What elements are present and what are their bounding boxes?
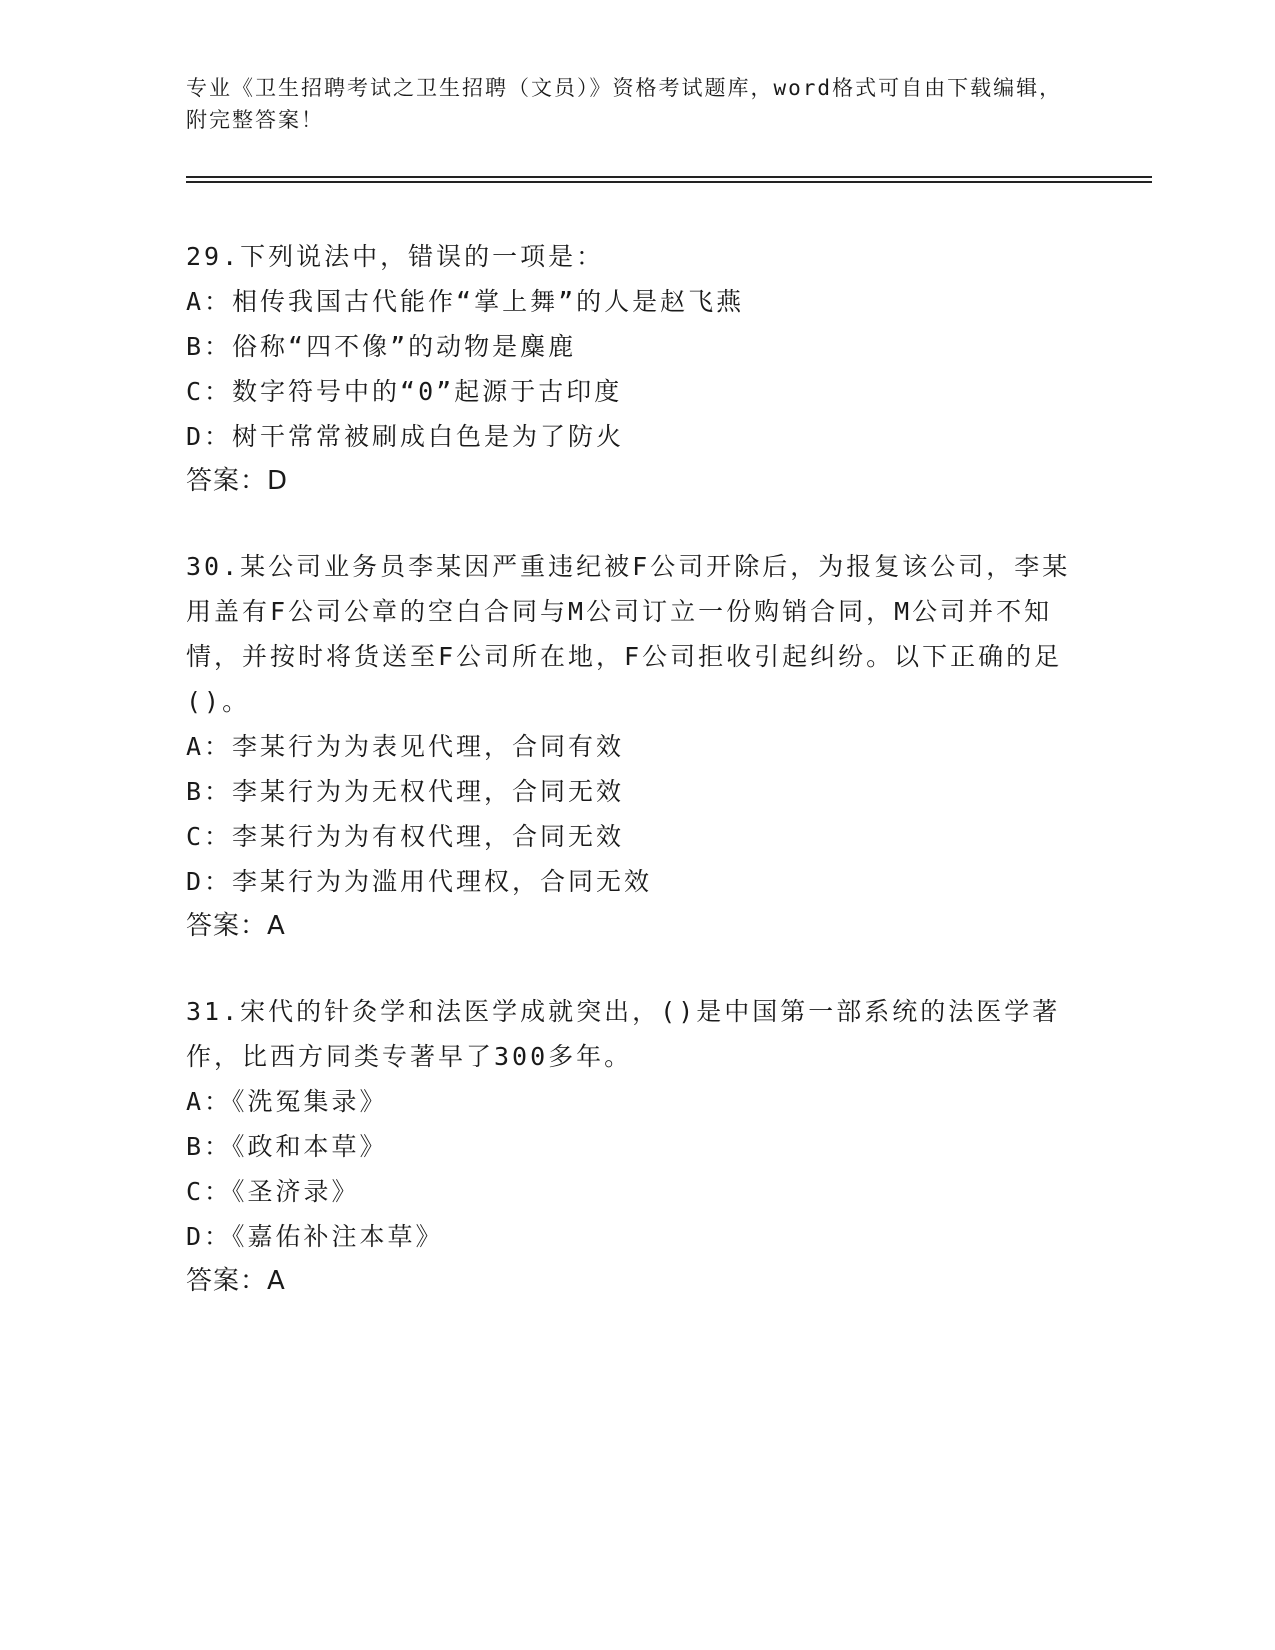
question-stem: 29.下列说法中，错误的一项是：: [186, 242, 605, 271]
header-divider-top: [186, 176, 1152, 178]
question-list: [186, 234, 1086, 1344]
option-c: C：李某行为为有权代理，合同无效: [186, 822, 625, 851]
option-b: B：《政和本草》: [186, 1132, 388, 1161]
option-a: A：李某行为为表见代理，合同有效: [186, 732, 625, 761]
answer: 答案：A: [186, 911, 286, 941]
option-b: B：俗称“四不像”的动物是麋鹿: [186, 332, 577, 361]
option-c: C：《圣济录》: [186, 1177, 360, 1206]
header-divider-bottom: [186, 181, 1152, 183]
option-d: D：树干常常被刷成白色是为了防火: [186, 422, 625, 451]
option-d: D：李某行为为滥用代理权，合同无效: [186, 867, 653, 896]
document-header: 专业《卫生招聘考试之卫生招聘（文员）》资格考试题库，word格式可自由下载编辑，附完整答案！: [186, 76, 1063, 132]
answer: 答案：A: [186, 1266, 286, 1296]
option-a: A：《洗冤集录》: [186, 1087, 388, 1116]
question-stem: 30.某公司业务员李某因严重违纪被F公司开除后，为报复该公司，李某用盖有F公司公章的空白合同与M公司订立一份购销合同，M公司并不知情，并按时将货送至F公司所在地，F公司拒收引起纠纷。以下正确的足()。: [186, 552, 1071, 716]
option-d: D：《嘉佑补注本草》: [186, 1222, 444, 1251]
option-a: A：相传我国古代能作“掌上舞”的人是赵飞燕: [186, 287, 745, 316]
question-stem: 31.宋代的针灸学和法医学成就突出，()是中国第一部系统的法医学著作，比西方同类专著早了300多年。: [186, 997, 1061, 1071]
question-30: [186, 544, 1086, 949]
option-b: B：李某行为为无权代理，合同无效: [186, 777, 625, 806]
answer: 答案：D: [186, 466, 289, 496]
question-29: [186, 234, 1086, 504]
option-c: C：数字符号中的“0”起源于古印度: [186, 377, 623, 406]
question-31: [186, 989, 1086, 1304]
